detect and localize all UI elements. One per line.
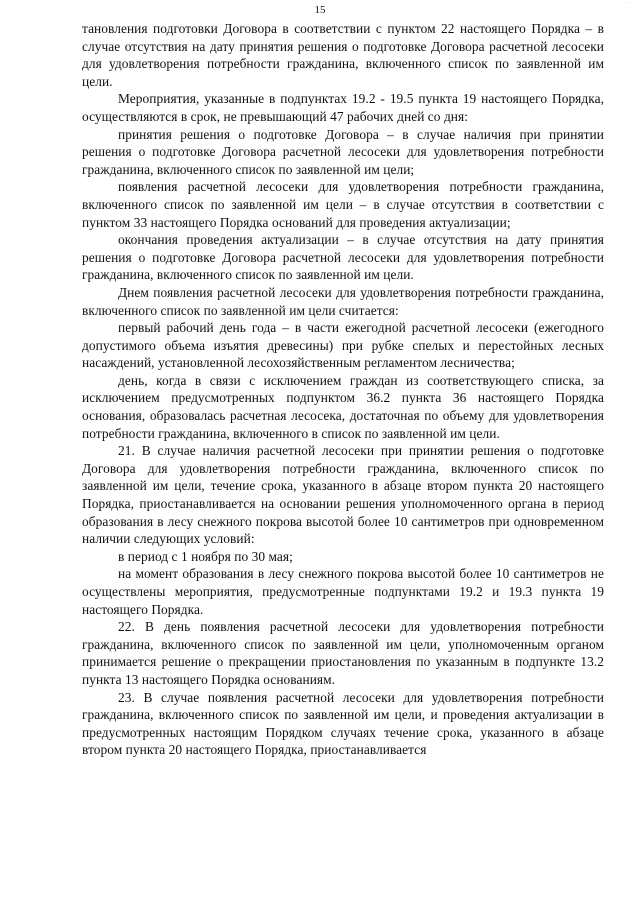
document-body (82, 20, 604, 759)
paragraph: принятия решения о подготовке Договора – в случае наличия при принятии решения о подготовке Договора расчетной лесосеки для удовлетворения потребности гражданина, включенного список по заявленной им цели; (82, 126, 604, 177)
page-number: 15 (314, 4, 326, 16)
paragraph: появления расчетной лесосеки для удовлетворения потребности гражданина, включенного список по заявленной им цели – в случае отсутствия в соответствии с пунктом 33 настоящего Порядка оснований для проведения актуализации; (82, 179, 604, 230)
scan-mark-bottom: · · · (581, 897, 596, 903)
paragraph: 22. В день появления расчетной лесосеки для удовлетворения потребности гражданина, включенного список по заявленной им цели, уполномоченным органом принимается решение о прекращении приостановления по указанным в подпункте 13.2 пункта 13 настоящего Порядка основаниям. (82, 619, 604, 687)
paragraph: первый рабочий день года – в части ежегодной расчетной лесосеки (ежегодного допустимого объема изъятия древесины) при рубке спелых и перестойных лесных насаждений, установленной лесохозяйственным регламентом лесничества; (82, 320, 604, 371)
paragraph: тановления подготовки Договора в соответствии с пунктом 22 настоящего Порядка – в случае отсутствия на дату принятия решения о подготовке Договора расчетной лесосеки для удовлетворения потребности гражданина, включенного список по заявленной им цели. (82, 21, 604, 89)
paragraph: 23. В случае появления расчетной лесосеки для удовлетворения потребности гражданина, включенного список по заявленной им цели, и проведения актуализации в предусмотренных настоящим Порядком случаях течение срока, указанного в абзаце втором пункта 20 настоящего Порядка, приостанавливается (82, 689, 604, 758)
paragraph: Днем появления расчетной лесосеки для удовлетворения потребности гражданина, включенного список по заявленной им цели считается: (82, 284, 604, 318)
paragraph: на момент образования в лесу снежного покрова высотой более 10 сантиметров не осуществлены мероприятия, предусмотренные подпунктами 19.2 и 19.3 пункта 19 настоящего Порядка. (82, 566, 604, 617)
paragraph: 21. В случае наличия расчетной лесосеки при принятии решения о подготовке Договора для удовлетворения потребности гражданина, включенного список по заявленной им цели, течение срока, указанного в абзаце втором пункта 20 настоящего Порядка, приостанавливается на основании решения уполномоченного органа в период образования в лесу снежного покрова высотой более 10 сантиметров при одновременном наличии следующих условий: (82, 443, 604, 547)
paragraph: Мероприятия, указанные в подпунктах 19.2 - 19.5 пункта 19 настоящего Порядка, осуществляются в срок, не превышающий 47 рабочих дней со дня: (82, 91, 604, 124)
paragraph: день, когда в связи с исключением граждан из соответствующего списка, за исключением предусмотренных подпунктом 36.2 пункта 36 настоящего Порядка основания, образовалась расчетная лесосека, достаточная по объему для удовлетворения потребности гражданина, включенного в список по заявленной им цели. (82, 372, 604, 441)
scan-mark-top: · · · (617, 0, 632, 6)
paragraph: в период с 1 ноября по 30 мая; (118, 548, 293, 564)
paragraph: окончания проведения актуализации – в случае отсутствия на дату принятия решения о подготовке Договора расчетной лесосеки для удовлетворения потребности гражданина, включенного список по заявленной им цели. (82, 232, 604, 283)
